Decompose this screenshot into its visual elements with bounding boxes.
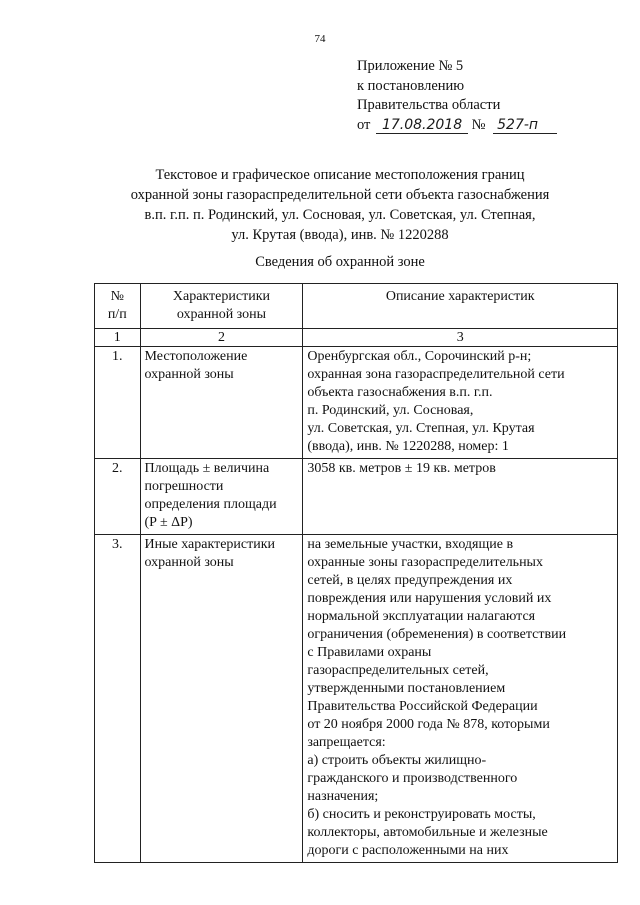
- title-line-1: Текстовое и графическое описание местоположения границ: [155, 167, 525, 183]
- section-subtitle: Сведения об охранной зоне: [255, 254, 425, 270]
- page-number: 74: [314, 33, 326, 45]
- appendix-title: Приложение № 5: [357, 58, 464, 74]
- appendix-resolution-label: к постановлению: [357, 77, 465, 94]
- table-row: [95, 459, 618, 535]
- column-number-2: 2: [140, 329, 303, 347]
- header-characteristics: Характеристики охранной зоны: [140, 284, 303, 329]
- appendix-date-number-line: [357, 116, 557, 136]
- appendix-block: [357, 57, 557, 135]
- row-number: 2.: [95, 459, 141, 535]
- appendix-from-label: от: [357, 116, 371, 133]
- header-number: № п/п: [95, 284, 141, 329]
- header-description: Описание характеристик: [303, 284, 618, 329]
- document-title: [40, 165, 640, 245]
- table-row: [95, 347, 618, 459]
- appendix-number-label: №: [471, 116, 486, 133]
- column-number-3: 3: [303, 329, 618, 347]
- row-description: на земельные участки, входящие в охранные зоны газораспределительных сетей, в целях предупреждения их повреждения или нарушения условий их нормальной эксплуатации налагаются ограничения (обременения) в соответствии с Правилами охраны газораспределительных сетей, утвержденными постановлением Правительства Российской Федерации от 20 ноября 2000 года № 878, которыми запрещается: а) строить объекты жилищно- гражданского и производственного назначения; б) сносить и реконструировать мосты, коллекторы, автомобильные и железные дороги с расположенными на них: [303, 535, 618, 863]
- row-number: 3.: [95, 535, 141, 863]
- appendix-government-label: Правительства области: [357, 97, 501, 113]
- column-number-row: [95, 329, 618, 347]
- table-row: [95, 535, 618, 863]
- title-line-2: охранной зоны газораспределительной сети объекта газоснабжения: [130, 187, 550, 203]
- zone-info-table: [94, 283, 618, 863]
- title-line-3: в.п. г.п. п. Родинский, ул. Сосновая, ул. Советская, ул. Степная,: [144, 207, 536, 223]
- row-description: 3058 кв. метров ± 19 кв. метров: [303, 459, 618, 535]
- column-number-1: 1: [95, 329, 141, 347]
- row-description: Оренбургская обл., Сорочинский р-н; охранная зона газораспределительной сети объекта газоснабжения в.п. г.п. п. Родинский, ул. Сосновая, ул. Советская, ул. Степная, ул. Крутая (ввода), инв. № 1220288, номер: 1: [303, 347, 618, 459]
- handwritten-date: 17.08.2018: [376, 118, 468, 134]
- table-header-row: [95, 284, 618, 329]
- row-characteristic: Иные характеристики охранной зоны: [140, 535, 303, 863]
- row-characteristic: Площадь ± величина погрешности определения площади (P ± ΔP): [140, 459, 303, 535]
- row-number: 1.: [95, 347, 141, 459]
- handwritten-number: 527-п: [493, 118, 557, 134]
- title-line-4: ул. Крутая (ввода), инв. № 1220288: [231, 227, 449, 243]
- row-characteristic: Местоположение охранной зоны: [140, 347, 303, 459]
